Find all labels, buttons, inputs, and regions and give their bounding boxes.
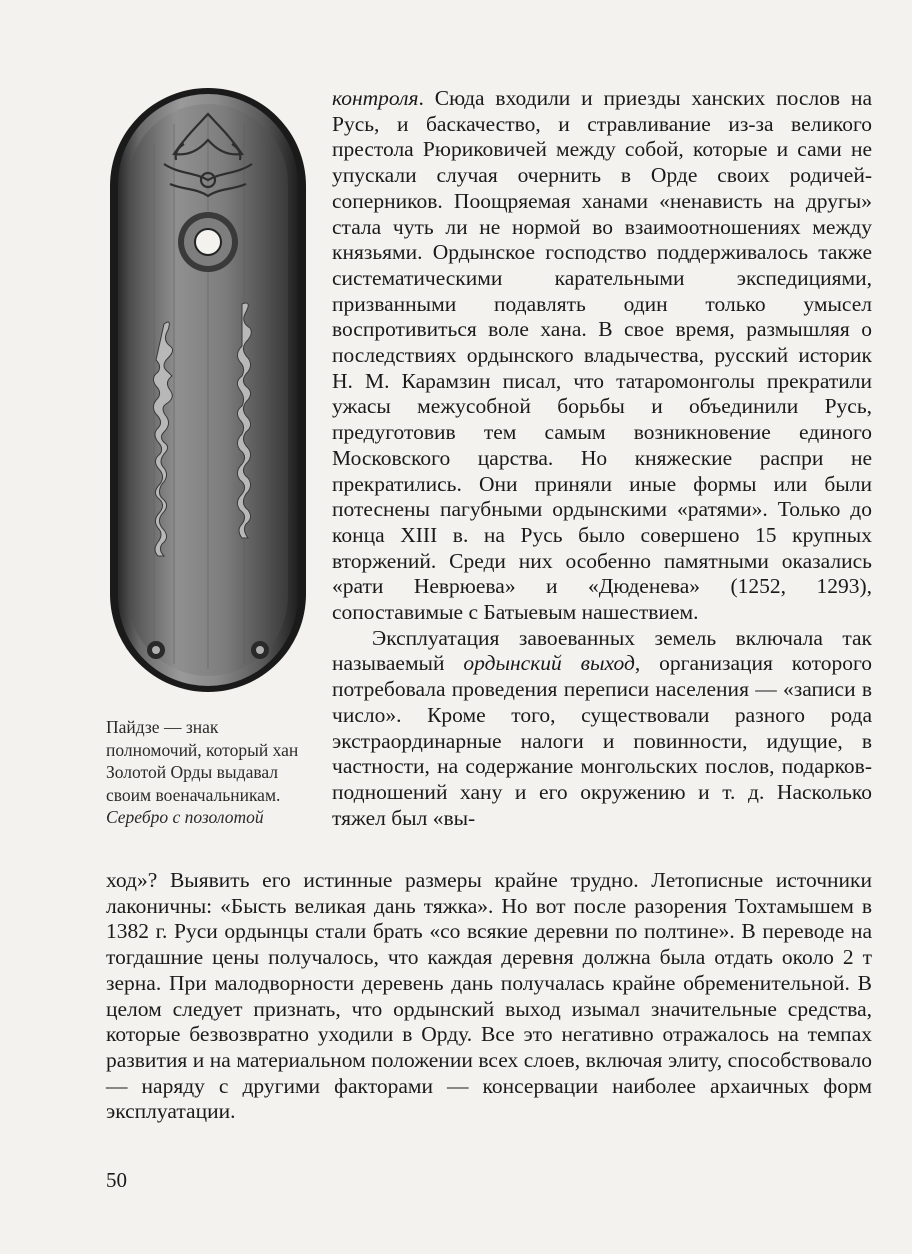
paiza-illustration bbox=[104, 84, 312, 696]
text-column bbox=[332, 86, 872, 831]
paragraph-2-lead: Эксплуатация завоеванных земель включала так называемый bbox=[332, 625, 872, 676]
caption-material: Серебро с позолотой bbox=[106, 807, 264, 827]
paragraph-1 bbox=[332, 86, 872, 626]
page-number: 50 bbox=[106, 1168, 127, 1192]
paragraph-1-text: . Сюда входили и приезды ханских послов на Русь, и баскачество, и стравливание из-за великого престола Рюриковичей между собой, которые и сами не упускали случая очернить в Орде своих родичей-соперников. Поощряемая ханами «ненависть на другы» стала чуть ли не нормой во взаимоотношениях между князьями. Ордынское господство поддерживалось также систематическими карательными экспедициями, призванными подавлять один только умысел воспротивиться воле хана. В свое время, размышляя о последствиях ордынского владычества, русский историк Н. М. Карамзин писал, что татаромонголы прекратили ужасы межусобной борьбы и объединили Русь, предуготовив тем самым возникновение единого Московского царства. Но княжеские распри не прекратились. Они приняли иные формы или были потеснены пагубными ордынскими «ратями». Только до конца XIII в. на Русь было совершено 15 крупных вторжений. Среди них особенно памятными оказались «рати Неврюева» и «Дюденева» (1252, 1293), сопоставимые с Батыевым нашествием. bbox=[332, 86, 872, 625]
paragraph-2-start bbox=[332, 626, 872, 832]
paragraph-2-text: , организация которого потребовала проведения переписи населения — «записи в число». Кроме того, существовали разного рода экстраординарные налоги и повинности, идущие, в частности, на содержание монгольских послов, подарков-подношений хану и его окружению и т. д. Насколько тяжел был «вы- bbox=[332, 651, 873, 830]
paragraph-1-lead: контроля bbox=[332, 86, 419, 110]
full-width-text bbox=[106, 868, 872, 1125]
caption-text: Пайдзе — знак полномочий, который хан Золотой Орды выдавал своим военачальникам. bbox=[106, 717, 299, 805]
paragraph-2-continuation: ход»? Выявить его истинные размеры крайне трудно. Летописные источники лаконичны: «Бысть великая дань тяжка». Но вот после разорения Тохтамышем в 1382 г. Руси ордынцы стали брать «со всякие деревни по полтине». В переводе на тогдашние цены получалось, что каждая деревня должна была отдать около 2 т зерна. При малодворности деревень дань получалась крайне обременительной. В целом следует признать, что ордынский выход изымал значительные средства, которые безвозвратно уходили в Орду. Все это негативно отражалось на темпах развития и на материальном положении всех слоев, включая элиту, способствовало — наряду с другими факторами — консервации наиболее архаичных форм эксплуатации. bbox=[106, 868, 872, 1124]
paragraph-2-term: ордынский выход bbox=[463, 651, 635, 676]
figure-caption bbox=[106, 716, 306, 829]
